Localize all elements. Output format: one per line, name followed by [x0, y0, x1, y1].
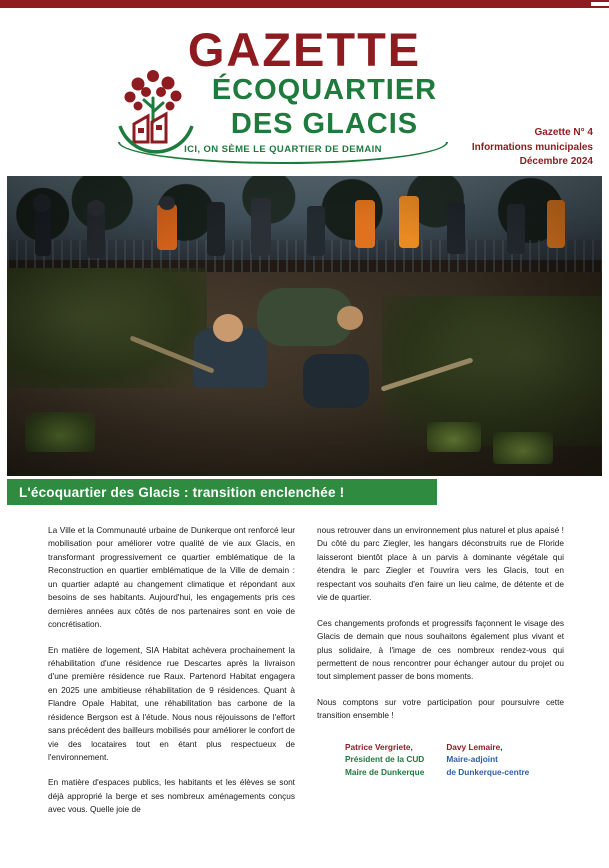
logo-tree-house-icon	[108, 64, 204, 160]
article-paragraph: En matière de logement, SIA Habitat achèvera prochainement la réhabilitation d'une résidence rue Descartes après la livraison d'une première résidence rue Raux. Partenord Habitat engagera en 2025 une ambitieuse réhabilitation de 9 résidences. Quant à Flandre Opale Habitat, une réhabilitation bas carbone de la résidence Bergson est à l'étude. Nous nous réjouissons de l'effort sans précédent des bailleurs mobilisés pour améliorer le confort de vie des locataires tout en étant plus respectueux de l'environnement.	[48, 644, 295, 762]
page-title: GAZETTE	[187, 23, 422, 76]
article-paragraph: nous retrouver dans un environnement plus naturel et plus apaisé ! Du côté du parc Ziegler, les hangars déconstruits rue de Floride laisseront bientôt place à un parvis à dominante végétale qui étendra le parc Ziegler et l'ouvrira vers les Glacis, tout en respectant vos souhaits d'en faire un lieu calme, de détente et de vie de quartier.	[317, 525, 564, 603]
signature-name: Davy Lemaire,	[446, 741, 503, 752]
issue-number: Gazette N° 4	[534, 127, 593, 138]
article-paragraph: Nous comptons sur votre participation pour poursuivre cette transition ensemble !	[317, 696, 564, 721]
article-body	[48, 524, 564, 829]
signature-lemaire	[446, 741, 529, 778]
section-banner-title: L'écoquartier des Glacis : transition enclenchée !	[19, 484, 345, 500]
hero-vignette	[7, 176, 602, 476]
top-accent-bar-notch	[591, 2, 609, 6]
article-column-right	[317, 524, 564, 829]
issue-info	[472, 126, 593, 170]
signature-vergriete	[345, 741, 424, 778]
signature-role-line1: Maire-adjoint	[446, 754, 498, 765]
slogan-text: ICI, ON SÈME LE QUARTIER DE DEMAIN	[184, 144, 382, 155]
section-banner	[7, 479, 437, 505]
issue-info-line: Informations municipales	[471, 141, 593, 153]
article-paragraph: Ces changements profonds et progressifs façonnent le visage des Glacis de demain que nous souhaitons également plus vivant et plus solidaire, à l'image de ces nombreux rendez-vous qui permettent de nous rencontrer pour échanger autour du projet ou tout simplement passer de bons moments.	[317, 617, 564, 682]
article-paragraph: La Ville et la Communauté urbaine de Dunkerque ont renforcé leur mobilisation pour améliorer votre qualité de vie aux Glacis, en transformant progressivement ce quartier emblématique de la Reconstruction en quartier emblématique de la Ville de demain : un quartier adapté au changement climatique et répondant aux besoins de ses habitants. Aujourd'hui, les engagements pris ces dernières années aux côtés de nos partenaires sont en voie de concrétisation.	[48, 525, 295, 630]
masthead-subtitle-line1: ÉCOQUARTIER	[211, 74, 438, 106]
top-accent-bar	[0, 0, 609, 8]
hero-photo	[7, 176, 602, 476]
issue-date: Décembre 2024	[519, 156, 593, 167]
article-column-left	[48, 524, 295, 829]
masthead	[0, 8, 609, 176]
signature-block	[317, 741, 564, 778]
masthead-subtitle-line2: DES GLACIS	[230, 108, 419, 140]
signature-role-line2: Maire de Dunkerque	[345, 766, 425, 777]
signature-role-line2: de Dunkerque-centre	[446, 766, 530, 777]
article-paragraph: En matière d'espaces publics, les habitants et les élèves se sont déjà approprié la berge et ses nombreux aménagements conçus avec vous. Quelle joie de	[48, 777, 295, 815]
signature-name: Patrice Vergriete,	[345, 741, 413, 752]
signature-role-line1: Président de la CUD	[345, 754, 425, 765]
